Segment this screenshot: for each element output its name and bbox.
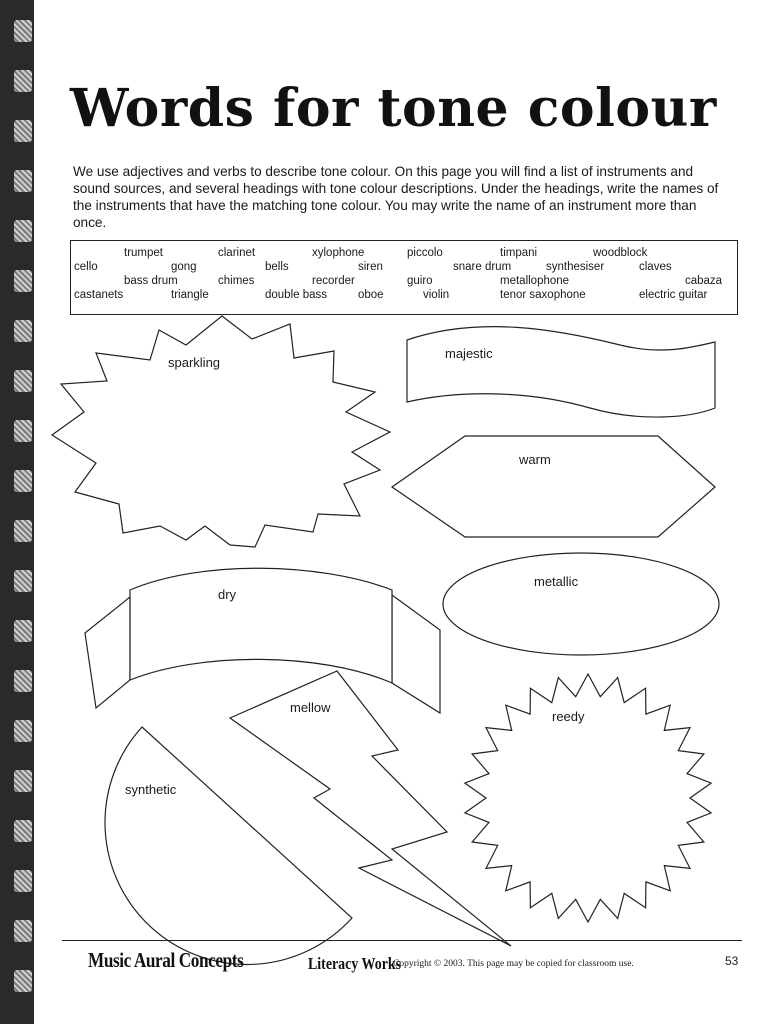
synthetic-heading: synthetic <box>125 782 177 797</box>
mellow-heading: mellow <box>290 700 331 715</box>
instrument-word: guiro <box>407 275 433 287</box>
warm-heading: warm <box>519 452 551 467</box>
metallic-heading: metallic <box>534 574 579 589</box>
instrument-word: electric guitar <box>639 289 708 301</box>
majestic-flag-shape <box>407 327 715 417</box>
intro-paragraph: We use adjectives and verbs to describe tone colour. On this page you will find a list of instruments and sound sources, and several headings with tone colour descriptions. Under the headings, write the names of the instruments that have the matching tone colour. You may write the name of an instrument more than once. <box>73 164 719 230</box>
instrument-word: trumpet <box>124 247 163 259</box>
page-number: 53 <box>725 954 739 968</box>
reedy-heading: reedy <box>552 709 585 724</box>
dry-banner-body <box>130 568 392 683</box>
instrument-word: snare drum <box>453 261 512 273</box>
dry-heading: dry <box>218 587 237 602</box>
sparkling-star-shape <box>52 316 390 547</box>
series-logo-text: Literacy Works <box>308 954 402 973</box>
dry-banner-left-tail <box>85 597 130 708</box>
instrument-word: recorder <box>312 275 355 287</box>
instrument-word: claves <box>639 261 672 273</box>
majestic-heading: majestic <box>445 346 493 361</box>
instrument-word: woodblock <box>593 247 648 259</box>
instrument-word: triangle <box>171 289 209 301</box>
instrument-word: gong <box>171 261 197 273</box>
dry-banner-right-tail <box>392 595 440 713</box>
instrument-word: piccolo <box>407 247 443 259</box>
instrument-word: double bass <box>265 289 328 301</box>
instrument-word: bass drum <box>124 275 178 287</box>
metallic-ellipse-shape <box>443 553 719 655</box>
footer-rule <box>62 940 742 941</box>
warm-hexagon-shape <box>392 436 715 537</box>
copyright-notice: Copyright © 2003. This page may be copied for classroom use. <box>393 959 634 969</box>
instrument-word: violin <box>423 289 450 301</box>
instrument-word: clarinet <box>218 247 256 259</box>
instrument-word: siren <box>358 261 383 273</box>
instrument-word: oboe <box>358 289 384 301</box>
instrument-word: metallophone <box>500 275 570 287</box>
instrument-word: chimes <box>218 275 255 287</box>
instrument-word: tenor saxophone <box>500 289 586 301</box>
brand-logo-text: Music Aural Concepts <box>88 948 244 972</box>
instrument-word: synthesiser <box>546 261 605 273</box>
instrument-word: castanets <box>74 289 124 301</box>
instrument-word: bells <box>265 261 289 273</box>
instrument-word: timpani <box>500 247 538 259</box>
instrument-word: xylophone <box>312 247 365 259</box>
instrument-word: cabaza <box>685 275 723 287</box>
reedy-burst-shape <box>465 674 711 922</box>
sparkling-heading: sparkling <box>168 355 221 370</box>
instrument-word: cello <box>74 261 98 273</box>
page-title: Words for tone colour <box>70 78 717 139</box>
